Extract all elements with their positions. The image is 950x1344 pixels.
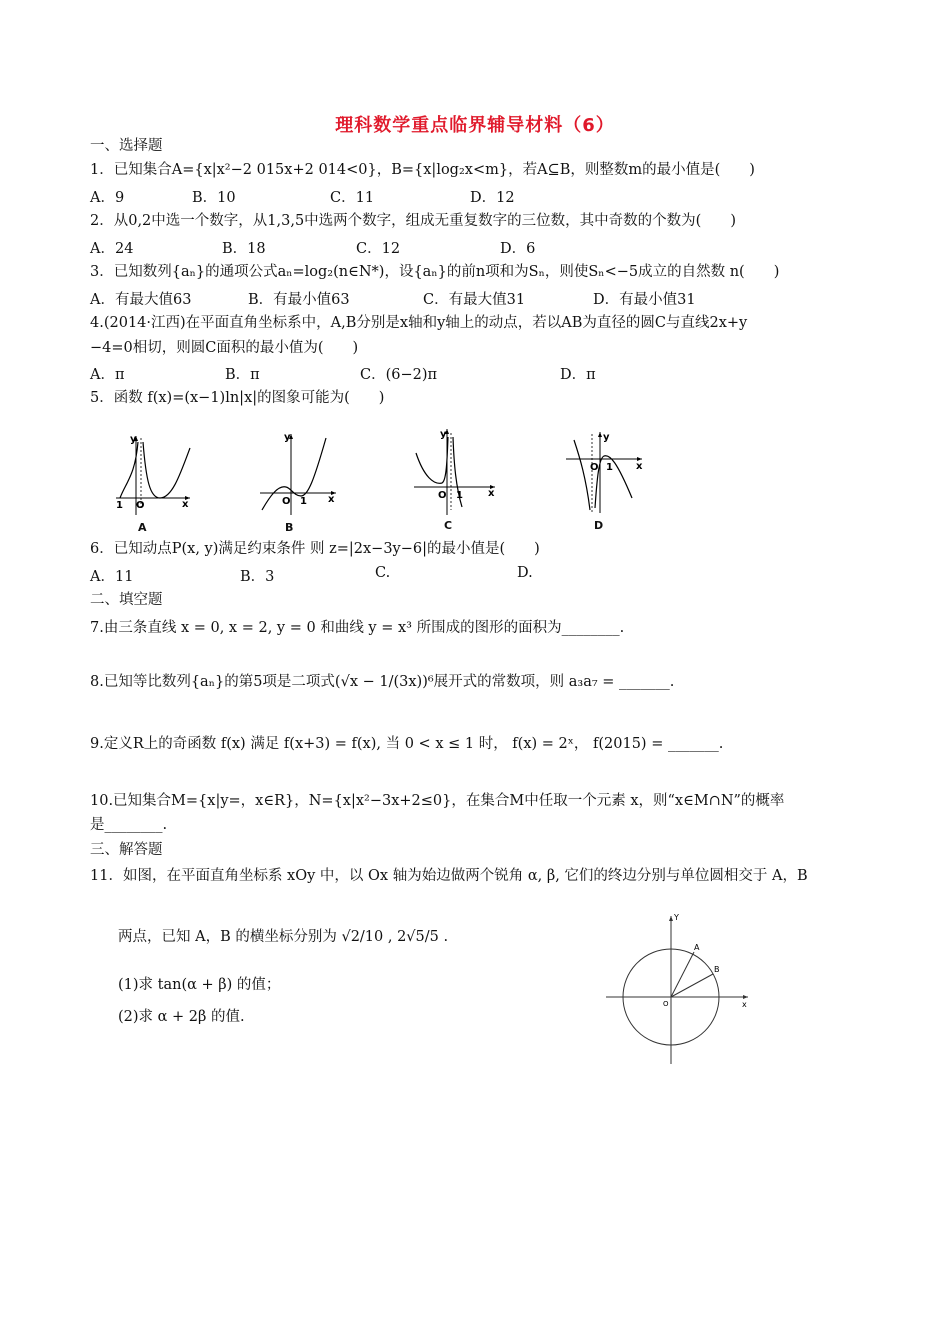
q1-opt-a: A．9 <box>90 190 125 206</box>
axis-x-label: x <box>742 1000 747 1009</box>
graph-d-origin: O <box>590 462 599 473</box>
graph-b-caption: B <box>285 521 294 534</box>
q4-opt-a: A．π <box>90 367 125 383</box>
point-a-label: A <box>694 943 700 952</box>
q4-opt-c: C．(6−2)π <box>360 367 438 383</box>
q4-opt-d: D．π <box>560 367 596 383</box>
q5-stem: 5．函数 f(x)=(x−1)ln|x|的图象可能为( ) <box>90 390 385 406</box>
graph-c <box>410 425 505 520</box>
page-title: 理科数学重点临界辅导材料（6） <box>335 115 615 136</box>
section-choice: 一、选择题 <box>90 138 163 154</box>
q1-stem: 1．已知集合A={x|x²−2 015x+2 014<0}，B={x|log₂x<m}，若A⊆B，则整数m的最小值是( ) <box>90 162 755 178</box>
q7-stem: 7.由三条直线 x = 0, x = 2, y = 0 和曲线 y = x³ 所围成的图形的面积为________. <box>90 620 625 636</box>
q3-opt-d: D．有最小值31 <box>593 292 696 308</box>
q11-line2: 两点，已知 A，B 的横坐标分别为 √2/10 , 2√5/5 . <box>118 929 449 945</box>
q11-part1: (1)求 tan(α + β) 的值； <box>118 977 281 993</box>
graph-a-x-label: x <box>182 499 189 510</box>
q3-opt-c: C．有最大值31 <box>423 292 526 308</box>
graph-a-caption: A <box>138 521 147 534</box>
q6-opt-c: C. <box>375 565 391 581</box>
q1-opt-d: D．12 <box>470 190 515 206</box>
q3-opt-a: A．有最大值63 <box>90 292 192 308</box>
graph-c-caption: C <box>444 519 453 532</box>
graph-c-one: 1 <box>456 490 463 501</box>
graph-b-y-label: y <box>284 432 291 443</box>
unit-circle-figure <box>600 908 760 1068</box>
origin-label: O <box>663 1000 669 1008</box>
q4-opt-b: B．π <box>225 367 260 383</box>
q3-opt-b: B．有最小值63 <box>248 292 350 308</box>
q4-stem-line2: −4=0相切，则圆C面积的最小值为( ) <box>90 340 359 356</box>
graph-d-caption: D <box>594 519 604 532</box>
q10-line2: 是________. <box>90 817 168 833</box>
graph-b-origin: O <box>282 496 291 507</box>
graph-b-x-label: x <box>328 494 335 505</box>
q1-opt-c: C．11 <box>330 190 375 206</box>
graph-d-x-label: x <box>636 461 643 472</box>
section-solve: 三、解答题 <box>90 842 163 858</box>
graph-a <box>110 430 200 520</box>
graph-d-one: 1 <box>606 462 613 473</box>
q2-opt-b: B．18 <box>222 241 266 257</box>
graph-b <box>256 430 346 520</box>
q9-stem: 9.定义R上的奇函数 f(x) 满足 f(x+3) = f(x), 当 0 < x ≤ 1 时， f(x) = 2ˣ， f(2015) = _______. <box>90 736 724 752</box>
graph-d <box>562 428 652 518</box>
q6-opt-a: A．11 <box>90 569 134 585</box>
graph-c-x-label: x <box>488 488 495 499</box>
q4-stem-line1: 4.(2014·江西)在平面直角坐标系中，A,B分别是x轴和y轴上的动点，若以AB为直径的圆C与直线2x+y <box>90 315 748 331</box>
q2-stem: 2．从0,2中选一个数字，从1,3,5中选两个数字，组成无重复数字的三位数，其中奇数的个数为( ) <box>90 213 736 229</box>
graph-a-one: 1 <box>116 500 123 511</box>
q2-opt-c: C．12 <box>356 241 401 257</box>
q8-stem: 8.已知等比数列{aₙ}的第5项是二项式(√x − 1/(3x))⁶展开式的常数项，则 a₃a₇ = _______. <box>90 674 675 690</box>
graph-a-origin: O <box>136 500 145 511</box>
graph-d-y-label: y <box>603 432 610 443</box>
q2-opt-a: A．24 <box>90 241 134 257</box>
axis-y-label: Y <box>674 913 679 922</box>
section-fill: 二、填空题 <box>90 592 163 608</box>
graph-b-one: 1 <box>300 496 307 507</box>
q1-opt-b: B．10 <box>192 190 236 206</box>
graph-c-origin: O <box>438 490 447 501</box>
q10-line1: 10.已知集合M={x|y=，x∈R}，N={x|x²−3x+2≤0}，在集合M中任取一个元素 x，则“x∈M∩N”的概率 <box>90 793 785 809</box>
point-b-label: B <box>714 965 720 974</box>
q6-opt-b: B．3 <box>240 569 275 585</box>
q11-part2: (2)求 α + 2β 的值. <box>118 1009 245 1025</box>
q11-line1: 11．如图，在平面直角坐标系 xOy 中，以 Ox 轴为始边做两个锐角 α, β, 它们的终边分别与单位圆相交于 A，B <box>90 868 808 884</box>
graph-c-y-label: y <box>440 429 447 440</box>
q2-opt-d: D．6 <box>500 241 536 257</box>
graph-a-y-label: y <box>130 434 137 445</box>
q6-stem: 6．已知动点P(x, y)满足约束条件 则 z=|2x−3y−6|的最小值是( ) <box>90 541 540 557</box>
q6-opt-d: D. <box>517 565 533 581</box>
q3-stem: 3．已知数列{aₙ}的通项公式aₙ=log₂(n∈N*)，设{aₙ}的前n项和为Sₙ，则使Sₙ<−5成立的自然数 n( ) <box>90 264 780 280</box>
